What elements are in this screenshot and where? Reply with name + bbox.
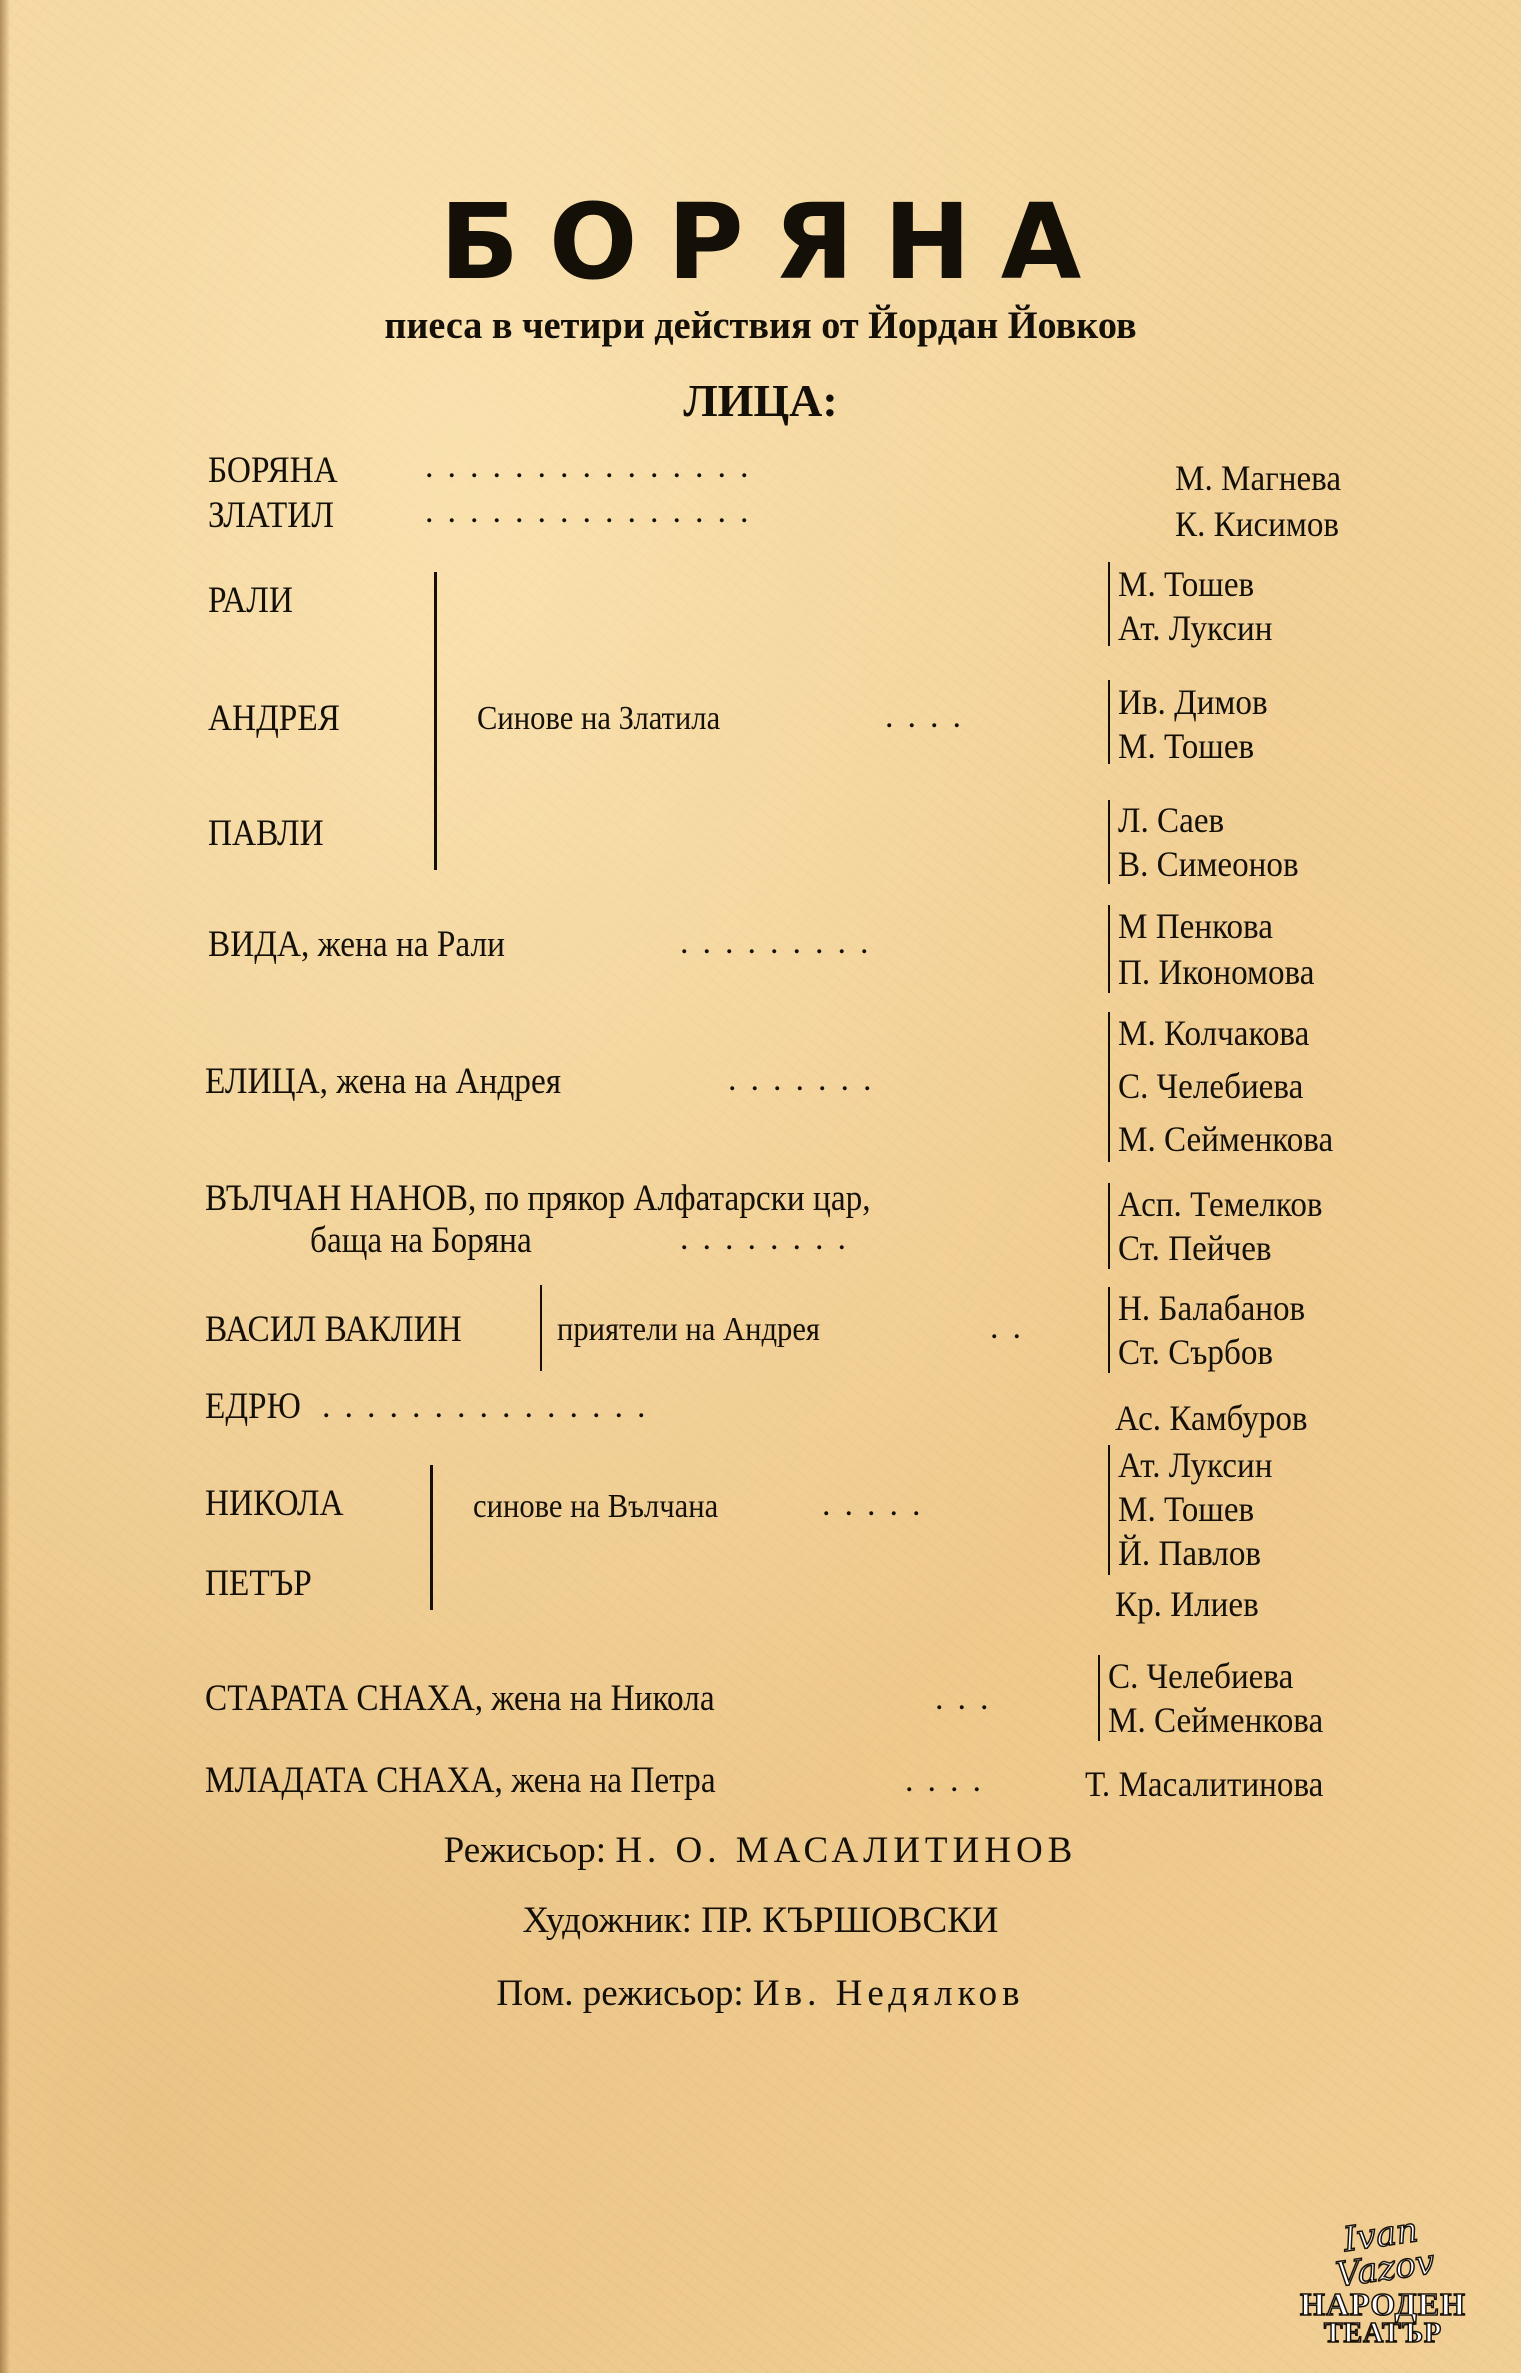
actor-name: Ст. Сърбов [1118, 1332, 1274, 1372]
actor-name: Ст. Пейчев [1118, 1228, 1272, 1268]
actor-name: Асп. Темелков [1118, 1184, 1323, 1224]
actor-name: М. Сейменкова [1118, 1119, 1334, 1159]
logo-line1: НАРОДЕН [1300, 2286, 1466, 2322]
dot-leader: ... [935, 1680, 1003, 1717]
role-nikola: НИКОЛА [205, 1483, 344, 1524]
play-subtitle: пиеса в четири действия от Йордан Йовков [384, 304, 1137, 347]
role-valchan: ВЪЛЧАН НАНОВ, по прякор Алфатарски цар, [205, 1178, 871, 1219]
role-petar: ПЕТЪР [205, 1563, 312, 1604]
brace-icon [1098, 1655, 1100, 1741]
actor-name: М. Магнева [1175, 458, 1342, 498]
dot-leader: ........ [680, 1220, 860, 1257]
role-rali: РАЛИ [208, 580, 293, 621]
cast-heading: ЛИЦА: [683, 375, 838, 426]
director-credit [0, 1832, 1521, 1869]
brace-icon [1108, 1012, 1110, 1162]
brace-icon [540, 1285, 542, 1371]
brace-icon [1108, 680, 1110, 764]
brace-icon [1108, 562, 1110, 646]
brace-icon [434, 572, 437, 870]
actor-name: С. Челебиева [1118, 1066, 1304, 1106]
artist-credit [0, 1902, 1521, 1939]
role-andreya: АНДРЕЯ [208, 698, 340, 739]
dot-leader: ..... [822, 1486, 935, 1523]
role-elitsa: ЕЛИЦА, жена на Андрея [205, 1061, 562, 1102]
actor-name: Ив. Димов [1118, 682, 1268, 722]
dot-leader: ............... [425, 448, 763, 485]
artist-name: ПР. КЪРШОВСКИ [701, 1900, 999, 1941]
role-edryu: ЕДРЮ [205, 1386, 301, 1427]
actor-name: Ас. Камбуров [1115, 1398, 1308, 1438]
dot-leader: ............... [322, 1388, 660, 1425]
actor-name: М Пенкова [1118, 906, 1273, 946]
director-name: Н. О. МАСАЛИТИНОВ [615, 1830, 1078, 1871]
actor-name: Т. Масалитинова [1085, 1764, 1324, 1804]
actor-name: М. Тошев [1118, 726, 1255, 766]
dot-leader: .. [990, 1309, 1035, 1346]
actor-name: М. Тошев [1118, 1489, 1255, 1529]
group-description: синове на Вълчана [473, 1488, 719, 1525]
role-vasil-vaklin: ВАСИЛ ВАКЛИН [205, 1309, 462, 1350]
brace-icon [1108, 1445, 1110, 1575]
national-theatre-logo [1298, 2210, 1468, 2349]
actor-name: Н. Балабанов [1118, 1288, 1306, 1328]
actor-name: В. Симеонов [1118, 844, 1299, 884]
actor-name: С. Челебиева [1108, 1656, 1294, 1696]
role-valchan-cont: баща на Боряна [310, 1220, 532, 1261]
actor-name: П. Икономова [1118, 952, 1315, 992]
role-vida: ВИДА, жена на Рали [208, 924, 505, 965]
brace-icon [430, 1465, 433, 1610]
role-boryana: БОРЯНА [208, 450, 338, 491]
assistant-director-credit [0, 1975, 1521, 2012]
brace-icon [1108, 1287, 1110, 1373]
actor-name: Ат. Луксин [1118, 1445, 1273, 1485]
dot-leader: ............... [425, 493, 763, 530]
dot-leader: ....... [728, 1061, 886, 1098]
play-title: БОРЯНА [439, 181, 1112, 303]
brace-icon [1108, 1183, 1110, 1269]
assistant-name: Ив. Недялков [752, 1973, 1025, 2014]
signature-icon: Ivan Vazov [1333, 2210, 1438, 2296]
actor-name: М. Сейменкова [1108, 1700, 1324, 1740]
actor-name: М. Тошев [1118, 564, 1255, 604]
actor-name: Кр. Илиев [1115, 1584, 1259, 1624]
actor-name: Л. Саев [1118, 800, 1225, 840]
group-description: приятели на Андрея [557, 1311, 820, 1348]
role-zlatil: ЗЛАТИЛ [208, 495, 334, 536]
logo-line2: ТЕАТЪР [1323, 2318, 1443, 2349]
role-old-daughter-in-law: СТАРАТА СНАХА, жена на Никола [205, 1678, 715, 1719]
actor-name: Ат. Луксин [1118, 608, 1273, 648]
dot-leader: .... [905, 1762, 995, 1799]
group-description: Синове на Златила [477, 700, 721, 737]
actor-name: Й. Павлов [1118, 1533, 1262, 1573]
brace-icon [1108, 905, 1110, 993]
actor-name: М. Колчакова [1118, 1013, 1310, 1053]
dot-leader: .... [885, 698, 975, 735]
paper-edge [0, 0, 10, 2373]
dot-leader: ......... [680, 924, 883, 961]
director-label: Режисьор: [443, 1830, 607, 1871]
actor-name: К. Кисимов [1175, 504, 1340, 544]
role-pavli: ПАВЛИ [208, 813, 324, 854]
brace-icon [1108, 800, 1110, 884]
assistant-label: Пом. режисьор: [496, 1973, 744, 2014]
artist-label: Художник: [522, 1900, 692, 1941]
role-young-daughter-in-law: МЛАДАТА СНАХА, жена на Петра [205, 1760, 716, 1801]
